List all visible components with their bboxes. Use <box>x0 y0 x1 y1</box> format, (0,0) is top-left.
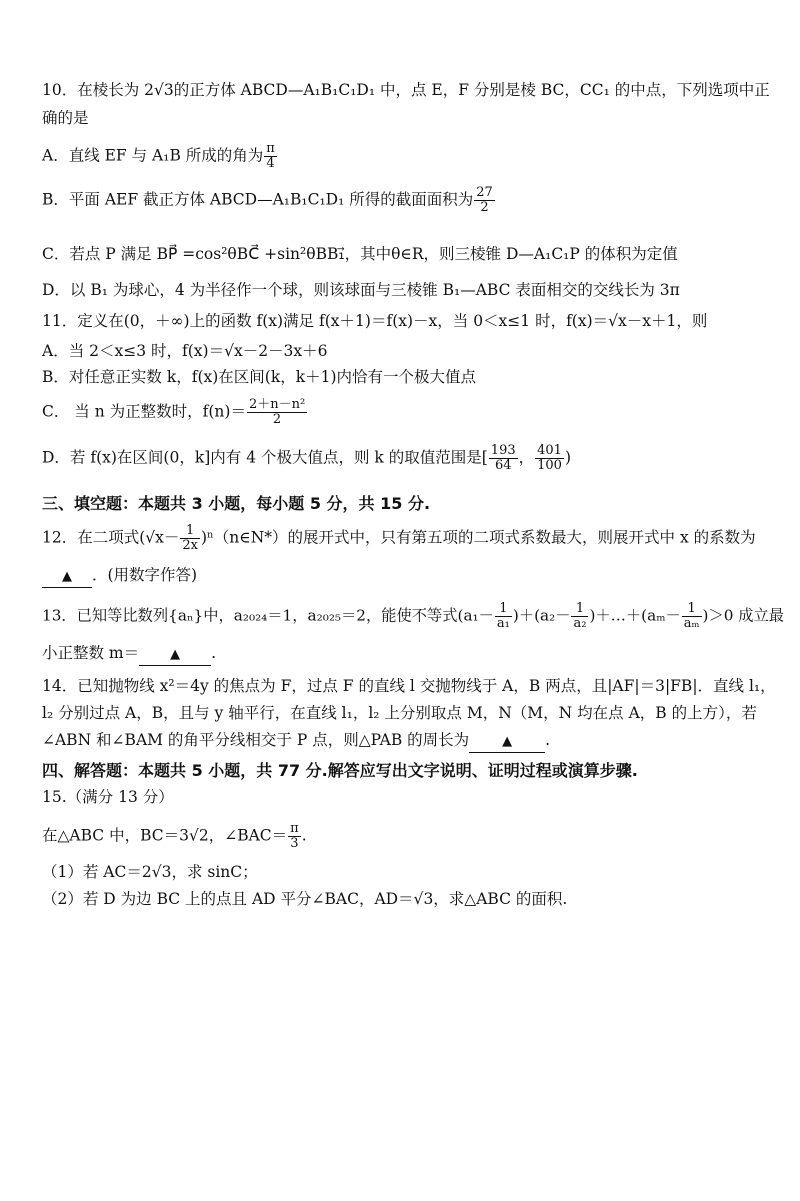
q15-fraction: $\frac{\pi}{3}$ <box>290 821 299 851</box>
q11-d-fraction-1: $\frac{193}{64}$ <box>490 443 516 473</box>
q12-answer-line: ▲ ．(用数字作答) <box>42 565 197 588</box>
q14-line2: l₂ 分别过点 A，B，且与 y 轴平行，在直线 l₁，l₂ 上分别取点 M，N（M，N 均在点 A，B 的上方），若 <box>42 704 757 722</box>
q10-stem-line1: 10．在棱长为 2√3的正方体 ABCD—A₁B₁C₁D₁ 中，点 E，F 分别是棱 BC，CC₁ 的中点，下列选项中正 <box>42 81 770 99</box>
q13-fraction-2: $\frac{1}{\text{a₂}}$ <box>573 601 587 631</box>
q15-part2: （2）若 D 为边 BC 上的点且 AD 平分∠BAC，AD＝√3，求△ABC 的面积. <box>42 890 568 908</box>
q11-option-d: D．若 f(x)在区间(0，k]内有 4 个极大值点，则 k 的取值范围是[ $\frac{193}{64}$ ， $\frac{401}{100}$ ) <box>42 443 572 473</box>
q13-answer-blank[interactable]: ▲ <box>139 645 211 666</box>
q13-fraction-1: $\frac{1}{\text{a₁}}$ <box>496 601 510 631</box>
q15-stem: 在△ABC 中，BC＝3√2，∠BAC＝ $\frac{\pi}{3}$ . <box>42 821 307 851</box>
q12-stem: 12．在二项式(√x－ $\frac{1}{2x}$ )ⁿ（n∈N*）的展开式中，只有第五项的二项式系数最大，则展开式中 x 的系数为 <box>42 523 756 553</box>
q10-a-fraction: $\frac{\pi}{4}$ <box>266 141 275 171</box>
q12-fraction: $\frac{1}{2x}$ <box>182 523 198 553</box>
q11-option-b: B．对任意正实数 k，f(x)在区间(k，k＋1)内恰有一个极大值点 <box>42 368 477 386</box>
q10-option-d: D．以 B₁ 为球心，4 为半径作一个球，则该球面与三棱锥 B₁—ABC 表面相交的交线长为 3π <box>42 281 680 299</box>
q12-answer-blank[interactable]: ▲ <box>42 567 92 588</box>
q14-line1: 14．已知抛物线 x²＝4y 的焦点为 F，过点 F 的直线 l 交抛物线于 A，B 两点，且|AF|＝3|FB|．直线 l₁， <box>42 677 776 695</box>
q11-stem: 11．定义在(0，＋∞)上的函数 f(x)满足 f(x＋1)＝f(x)－x，当 0＜x≤1 时，f(x)＝√x－x＋1，则 <box>42 312 708 330</box>
q10-b-fraction: $\frac{27}{2}$ <box>476 185 493 215</box>
q10-stem-line2: 确的是 <box>42 109 89 127</box>
q10-option-a: A．直线 EF 与 A₁B 所成的角为 $\frac{\pi}{4}$ <box>42 141 275 171</box>
q13-answer-line: 小正整数 m＝ ▲ . <box>42 643 216 666</box>
q13-stem: 13．已知等比数列{aₙ}中，a₂₀₂₄＝1，a₂₀₂₅＝2，能使不等式(a₁－ $\frac{1}{\text{a₁}}$ )＋(a₂－ $\frac{1}{\text{a₂}}$ )＋…＋(aₘ－ $\frac{1}{\text{aₘ}}$ )＞0 成立最 <box>42 601 785 631</box>
q14-answer-blank[interactable]: ▲ <box>469 732 545 753</box>
q14-line3: ∠ABN 和∠BAM 的角平分线相交于 P 点，则△PAB 的周长为 ▲ . <box>42 730 550 753</box>
q11-c-fraction: $\frac{\text{2＋n－n²}}{2}$ <box>248 397 306 427</box>
q11-d-fraction-2: $\frac{401}{100}$ <box>537 443 562 473</box>
section-4-heading: 四、解答题：本题共 5 小题，共 77 分.解答应写出文字说明、证明过程或演算步骤. <box>42 761 638 780</box>
q11-option-c: C． 当 n 为正整数时，f(n)＝ $\frac{\text{2＋n－n²}}{2}$ <box>42 397 306 427</box>
q15-part1: （1）若 AC＝2√3，求 sinC； <box>42 863 258 881</box>
q13-fraction-3: $\frac{1}{\text{aₘ}}$ <box>683 601 700 631</box>
q15-header: 15.（满分 13 分） <box>42 788 174 806</box>
q10-option-b: B．平面 AEF 截正方体 ABCD—A₁B₁C₁D₁ 所得的截面面积为 $\frac{27}{2}$ <box>42 185 493 215</box>
q10-option-c: C．若点 P 满足 BP⃗ =cos²θBC⃗ +sin²θBB₁⃗，其中θ∈R，则三棱锥 D—A₁C₁P 的体积为定值 <box>42 245 678 263</box>
section-3-heading: 三、填空题：本题共 3 小题，每小题 5 分，共 15 分. <box>42 494 431 513</box>
q11-option-a: A．当 2＜x≤3 时，f(x)＝√x－2－3x＋6 <box>42 342 328 360</box>
